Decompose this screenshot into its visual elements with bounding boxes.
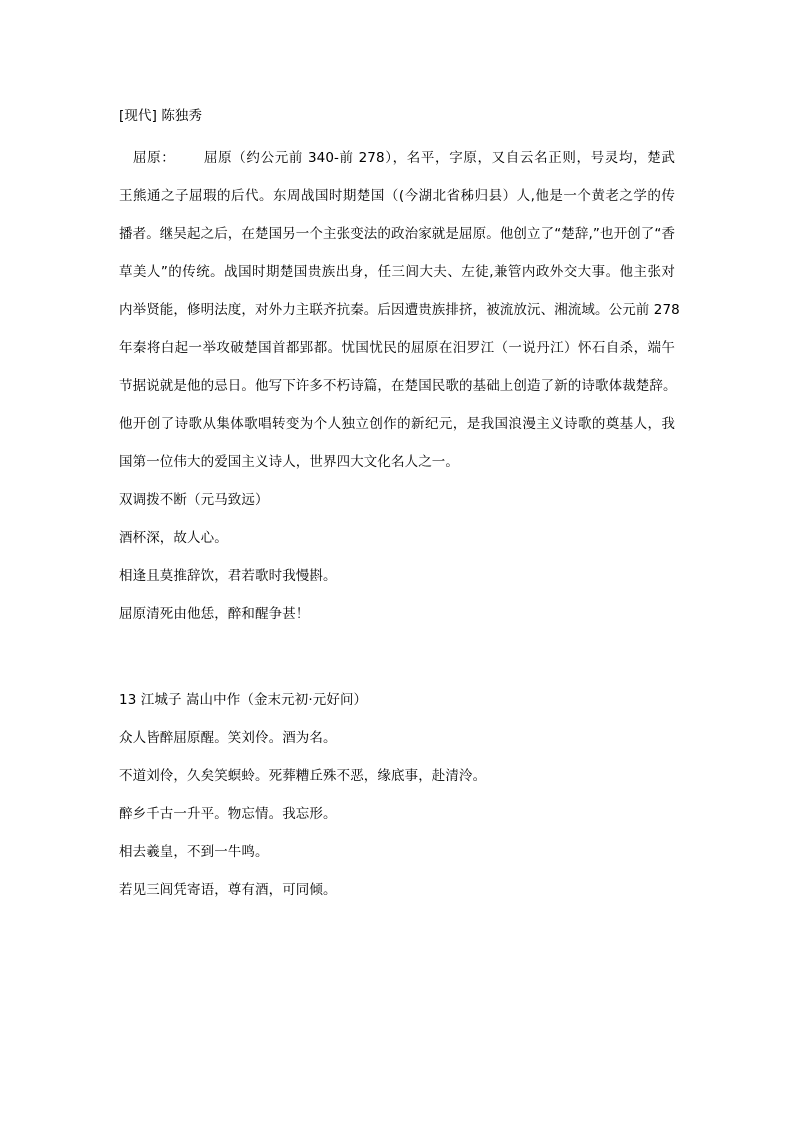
intro-first-line: [119, 148, 675, 168]
intro-last-line: 国第一位伟大的爱国主义诗人，世界四大文化名人之一。: [119, 454, 459, 470]
author-line: [现代] 陈独秀: [119, 108, 203, 124]
intro-line: 播者。继吴起之后，在楚国另一个主张变法的政治家就是屈原。他创立了“楚辞,”也开创了“香: [119, 226, 676, 242]
poem-line: 若见三闾凭寄语，尊有酒，可同倾。: [119, 882, 337, 898]
intro-line: 草美人”的传统。战国时期楚国贵族出身，任三闾大夫、左徒,兼管内政外交大事。他主张对: [119, 264, 675, 280]
intro-first-line-text: 屈原（约公元前 340-前 278），名平，字原，又自云名正则，号灵均，楚武: [203, 150, 675, 166]
intro-label: 屈原：: [133, 150, 176, 166]
poem-line: 屈原清死由他恁，醉和醒争甚！: [119, 606, 310, 622]
poem-line: 相逢且莫推辞饮，君若歌时我慢斟。: [119, 568, 337, 584]
intro-line: 王熊通之子屈瑕的后代。东周战国时期楚国（(今湖北省秭归县）人,他是一个黄老之学的传: [119, 188, 675, 204]
intro-line: 节据说就是他的忌日。他写下许多不朽诗篇，在楚国民歌的基础上创造了新的诗歌体裁楚辞。: [119, 378, 677, 394]
intro-line: 内举贤能，修明法度，对外力主联齐抗秦。后因遭贵族排挤，被流放沅、湘流域。公元前 278: [119, 302, 680, 318]
poem-line: 醉乡千古一升平。物忘情。我忘形。: [119, 806, 337, 822]
poem-line: 众人皆醉屈原醒。笑刘伶。酒为名。: [119, 730, 337, 746]
poem-title: 双调拨不断（元马致远）: [119, 492, 269, 508]
poem-line: 不道刘伶，久矣笑螟蛉。死葬糟丘殊不恶，缘底事，赴清泠。: [119, 768, 487, 784]
intro-line: 年秦将白起一举攻破楚国首都郢都。忧国忧民的屈原在汨罗江（一说丹江）怀石自杀，端午: [119, 340, 675, 356]
intro-line: 他开创了诗歌从集体歌唱转变为个人独立创作的新纪元，是我国浪漫主义诗歌的奠基人，我: [119, 416, 675, 432]
poem-line: 相去羲皇，不到一牛鸣。: [119, 844, 269, 860]
poem-line: 酒杯深，故人心。: [119, 530, 228, 546]
poem-title: 13 江城子 嵩山中作（金末元初·元好问）: [119, 692, 368, 708]
